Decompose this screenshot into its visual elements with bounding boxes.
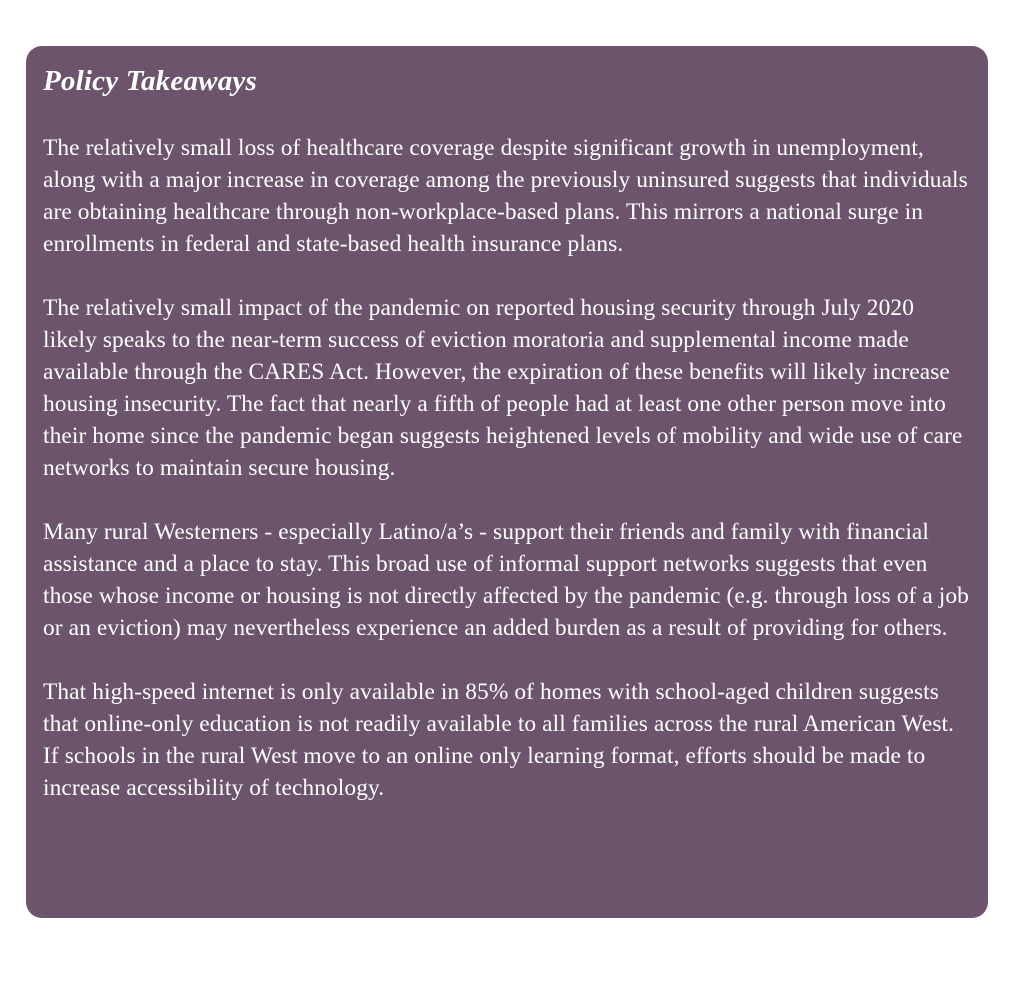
takeaway-paragraph-internet: That high-speed internet is only available in 85% of homes with school-aged children suggests that online-only education is not readily available to all families across the rural American West. If schools in the rural West move to an online only learning format, efforts should be made to increase accessibility of technology. xyxy=(43,679,955,801)
takeaway-paragraph-housing: The relatively small impact of the pandemic on reported housing security through July 2020 likely speaks to the near-term success of eviction moratoria and supplemental income made available through the CARES Act. However, the expiration of these benefits will likely increase housing insecurity. The fact that nearly a fifth of people had at least one other person move into their home since the pandemic began suggests heightened levels of mobility and wide use of care networks to maintain secure housing. xyxy=(43,295,963,481)
takeaway-paragraph-healthcare: The relatively small loss of healthcare coverage despite significant growth in unemployment, along with a major increase in coverage among the previously uninsured suggests that individuals are obtaining healthcare through non-workplace-based plans. This mirrors a national surge in enrollments in federal and state-based health insurance plans. xyxy=(43,135,968,257)
takeaway-paragraph-support-networks: Many rural Westerners - especially Latino/a’s - support their friends and family with financial assistance and a place to stay. This broad use of informal support networks suggests that even those whose income or housing is not directly affected by the pandemic (e.g. through loss of a job or an eviction) may nevertheless experience an added burden as a result of providing for others. xyxy=(43,519,969,641)
policy-takeaways-callout xyxy=(26,46,988,918)
callout-title: Policy Takeaways xyxy=(43,65,257,97)
